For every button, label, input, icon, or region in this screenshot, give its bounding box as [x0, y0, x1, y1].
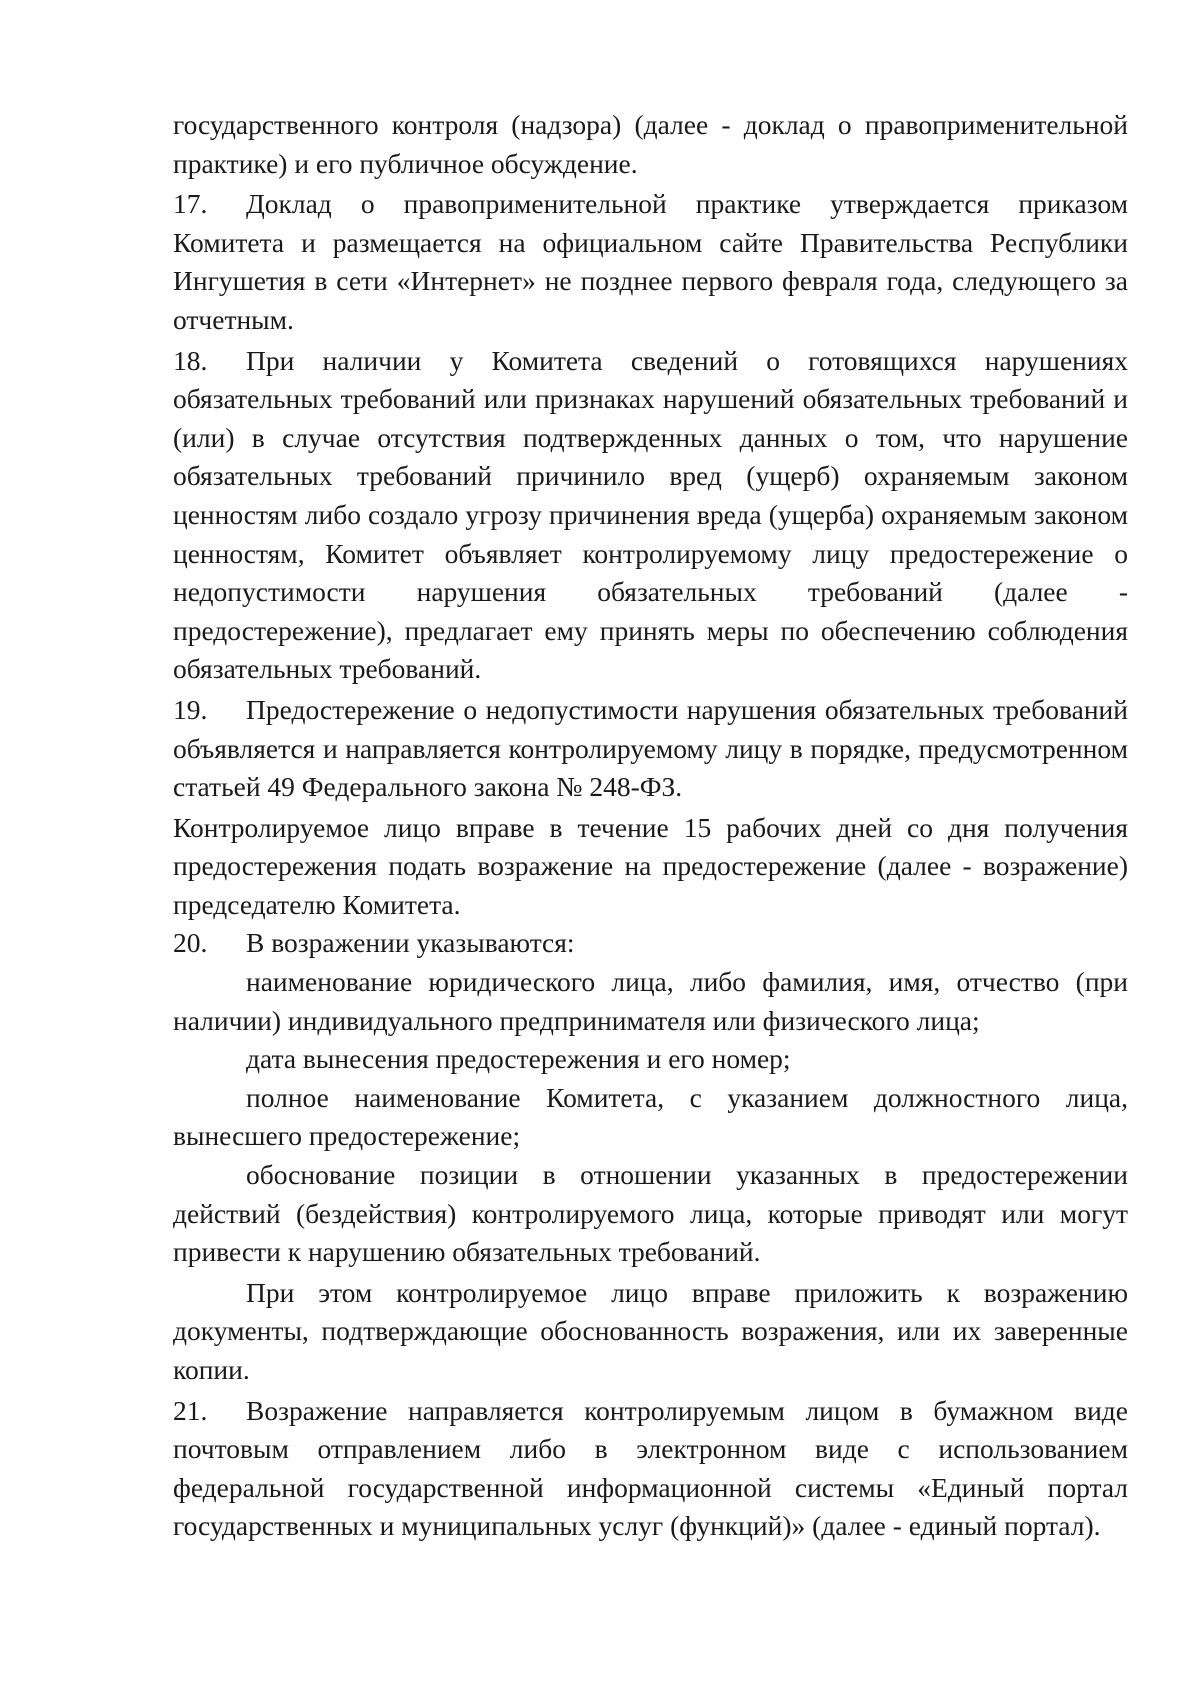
- paragraph-17: [173, 185, 1128, 339]
- paragraph-20-item-1: наименование юридического лица, либо фамилия, имя, отчество (при наличии) индивидуального предпринимателя или физического лица;: [173, 966, 1128, 1036]
- paragraph-16-continuation: государственного контроля (надзора) (далее - доклад о правоприменительной практике) и его публичное обсуждение.: [173, 109, 1128, 179]
- paragraph-19: [173, 691, 1128, 807]
- paragraph-number: 21.: [173, 1394, 208, 1426]
- paragraph-text: Предостережение о недопустимости нарушения обязательных требований объявляется и направляется контролируемому лицу в порядке, предусмотренном статьей 49 Федерального закона № 248-ФЗ.: [173, 693, 1128, 803]
- paragraph-20-item-4: обоснование позиции в отношении указанных в предостережении действий (бездействия) контролируемого лица, которые приводят или могут привести к нарушению обязательных требований.: [173, 1159, 1128, 1268]
- paragraph-number: 17.: [173, 188, 208, 220]
- paragraph-20: [173, 924, 1128, 963]
- paragraph-20-item-3: полное наименование Комитета, с указанием должностного лица, вынесшего предостережение;: [173, 1081, 1128, 1152]
- paragraph-number: 18.: [173, 344, 208, 376]
- paragraph-text: В возражении указываются:: [246, 927, 575, 959]
- paragraph-text: Доклад о правоприменительной практике утверждается приказом Комитета и размещается на официальном сайте Правительства Республики Ингушетия в сети «Интернет» не позднее первого февраля года, следующего за отчетным.: [173, 188, 1128, 335]
- paragraph-number: 19.: [173, 693, 208, 725]
- paragraph-text: Возражение направляется контролируемым лицом в бумажном виде почтовым отправлением либо в электронном виде с использованием федеральной государственной информационной системы «Единый портал государственных и муниципальных услуг (функций)» (далее - единый портал).: [173, 1394, 1128, 1542]
- paragraph-18: [173, 342, 1128, 689]
- paragraph-number: 20.: [173, 927, 208, 959]
- paragraph-19-continuation: Контролируемое лицо вправе в течение 15 рабочих дней со дня получения предостережения подать возражение на предостережение (далее - возражение) председателю Комитета.: [173, 811, 1128, 920]
- paragraph-20-note: При этом контролируемое лицо вправе приложить к возражению документы, подтверждающие обоснованность возражения, или их заверенные копии.: [173, 1276, 1128, 1385]
- paragraph-text: При наличии у Комитета сведений о готовящихся нарушениях обязательных требований или признаках нарушений обязательных требований и (или) в случае отсутствия подтвержденных данных о том, что нарушение обязательных требований причинило вред (ущерб) охраняемым законом ценностям либо создало угрозу причинения вреда (ущерба) охраняемым законом ценностям, Комитет объявляет контролируемому лицу предостережение о недопустимости нарушения обязательных требований (далее - предостережение), предлагает ему принять меры по обеспечению соблюдения обязательных требований.: [173, 344, 1128, 685]
- document-page: [173, 106, 1128, 1546]
- paragraph-21: [173, 1392, 1128, 1546]
- paragraph-20-item-2: дата вынесения предостережения и его номер;: [246, 1043, 791, 1075]
